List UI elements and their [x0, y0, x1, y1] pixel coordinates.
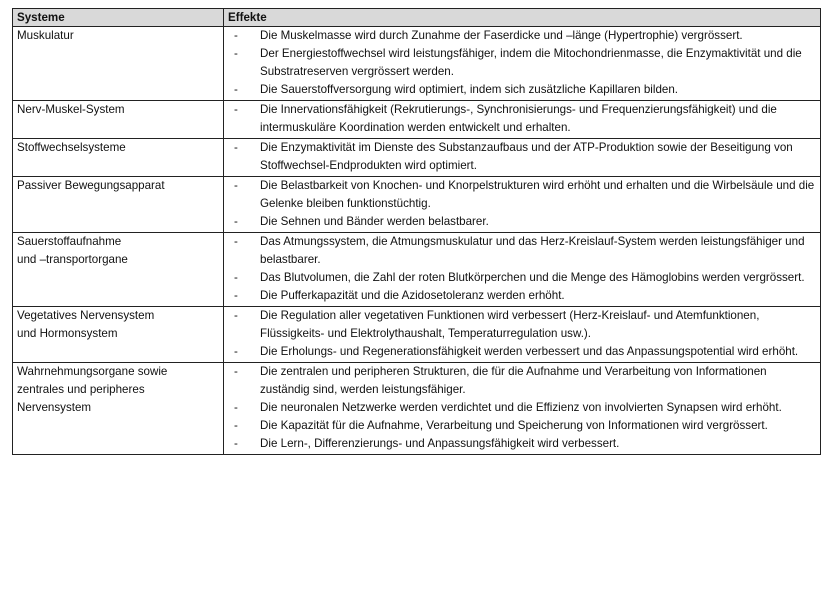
bullet-dash: - — [234, 235, 238, 248]
table-header — [13, 9, 821, 27]
effect-item — [228, 417, 816, 435]
system-name: Nerv-Muskel-System — [17, 103, 125, 116]
effect-item — [228, 139, 816, 175]
effect-text: Die Erholungs- und Regenerationsfähigkeit werden verbessert und das Anpassungspotential wird erhöht. — [260, 345, 799, 358]
bullet-dash: - — [234, 365, 238, 378]
bullet-dash: - — [234, 419, 238, 432]
effect-item — [228, 101, 816, 137]
effects-list — [228, 363, 816, 453]
table-row — [13, 101, 821, 139]
effect-text: Die Innervationsfähigkeit (Rekrutierungs-, Synchronisierungs- und Frequenzierungsfähigkeit) und die intermuskuläre Koordination werden entwickelt und erhalten. — [260, 103, 777, 134]
system-cell — [13, 27, 224, 101]
effect-item — [228, 399, 816, 417]
bullet-dash: - — [234, 437, 238, 450]
header-row — [13, 9, 821, 27]
system-name: Vegetatives Nervensystem — [17, 309, 155, 322]
effects-list — [228, 101, 816, 137]
effect-text: Die Pufferkapazität und die Azidosetoleranz werden erhöht. — [260, 289, 565, 302]
bullet-dash: - — [234, 29, 238, 42]
bullet-dash: - — [234, 215, 238, 228]
effect-text: Die Sehnen und Bänder werden belastbarer. — [260, 215, 489, 228]
system-cell — [13, 233, 224, 307]
bullet-dash: - — [234, 179, 238, 192]
effect-item — [228, 177, 816, 213]
effect-item — [228, 287, 816, 305]
table-body — [13, 27, 821, 455]
header-systeme: Systeme — [13, 9, 224, 27]
system-name: zentrales und peripheres — [17, 383, 145, 396]
table-row — [13, 233, 821, 307]
effects-list — [228, 139, 816, 175]
effect-text: Das Blutvolumen, die Zahl der roten Blutkörperchen und die Menge des Hämoglobins werden vergrössert. — [260, 271, 805, 284]
effect-text: Der Energiestoffwechsel wird leistungsfähiger, indem die Mitochondrienmasse, die Enzymaktivität und die Substratreserven vergrössert werden. — [260, 47, 802, 78]
table-row — [13, 27, 821, 101]
system-name: Nervensystem — [17, 401, 92, 414]
effect-item — [228, 81, 816, 99]
bullet-dash: - — [234, 141, 238, 154]
bullet-dash: - — [234, 345, 238, 358]
effects-list — [228, 27, 816, 99]
system-name: Stoffwechselsysteme — [17, 141, 126, 154]
table-row — [13, 177, 821, 233]
bullet-dash: - — [234, 47, 238, 60]
bullet-dash: - — [234, 83, 238, 96]
effect-item — [228, 233, 816, 269]
effect-item — [228, 363, 816, 399]
effect-item — [228, 343, 816, 361]
system-name: Wahrnehmungsorgane sowie — [17, 365, 168, 378]
effects-table — [12, 8, 821, 455]
system-cell — [13, 177, 224, 233]
effects-list — [228, 307, 816, 361]
effects-cell — [224, 177, 821, 233]
effects-cell — [224, 139, 821, 177]
system-name: und –transportorgane — [17, 253, 128, 266]
effects-cell — [224, 101, 821, 139]
effect-item — [228, 307, 816, 343]
effect-text: Die Muskelmasse wird durch Zunahme der Faserdicke und –länge (Hypertrophie) vergrössert. — [260, 29, 743, 42]
bullet-dash: - — [234, 103, 238, 116]
effect-text: Die Regulation aller vegetativen Funktionen wird verbessert (Herz-Kreislauf- und Atemfunktionen, Flüssigkeits- und Elektrolythaushalt, Temperaturregulation usw.). — [260, 309, 760, 340]
effects-list — [228, 233, 816, 305]
effect-text: Die Kapazität für die Aufnahme, Verarbeitung und Speicherung von Informationen wird vergrössert. — [260, 419, 768, 432]
table-row — [13, 139, 821, 177]
system-name: Passiver Bewegungsapparat — [17, 179, 165, 192]
effects-cell — [224, 307, 821, 363]
table-row — [13, 307, 821, 363]
effects-cell — [224, 363, 821, 455]
effect-item — [228, 213, 816, 231]
system-cell — [13, 307, 224, 363]
header-effekte: Effekte — [224, 9, 821, 27]
table-row — [13, 363, 821, 455]
effect-text: Die Sauerstoffversorgung wird optimiert, indem sich zusätzliche Kapillaren bilden. — [260, 83, 679, 96]
system-name: Muskulatur — [17, 29, 74, 42]
effects-cell — [224, 27, 821, 101]
effect-text: Die Enzymaktivität im Dienste des Substanzaufbaus und der ATP-Produktion sowie der Beseitigung von Stoffwechsel-Endprodukten wird optimiert. — [260, 141, 793, 172]
effect-text: Die neuronalen Netzwerke werden verdichtet und die Effizienz von involvierten Synapsen wird erhöht. — [260, 401, 782, 414]
effect-item — [228, 45, 816, 81]
effects-list — [228, 177, 816, 231]
system-name: Sauerstoffaufnahme — [17, 235, 122, 248]
effect-text: Das Atmungssystem, die Atmungsmuskulatur und das Herz-Kreislauf-System werden leistungsfähiger und belastbarer. — [260, 235, 805, 266]
bullet-dash: - — [234, 401, 238, 414]
bullet-dash: - — [234, 289, 238, 302]
bullet-dash: - — [234, 271, 238, 284]
effect-item — [228, 435, 816, 453]
system-cell — [13, 101, 224, 139]
bullet-dash: - — [234, 309, 238, 322]
effect-text: Die Lern-, Differenzierungs- und Anpassungsfähigkeit wird verbessert. — [260, 437, 620, 450]
effect-text: Die zentralen und peripheren Strukturen, die für die Aufnahme und Verarbeitung von Informationen zuständig sind, werden leistungsfähiger. — [260, 365, 767, 396]
system-name: und Hormonsystem — [17, 327, 118, 340]
effect-item — [228, 27, 816, 45]
effects-cell — [224, 233, 821, 307]
system-cell — [13, 363, 224, 455]
system-cell — [13, 139, 224, 177]
effect-item — [228, 269, 816, 287]
effect-text: Die Belastbarkeit von Knochen- und Knorpelstrukturen wird erhöht und erhalten und die Wirbelsäule und die Gelenke bleiben funktionstüchtig. — [260, 179, 815, 210]
